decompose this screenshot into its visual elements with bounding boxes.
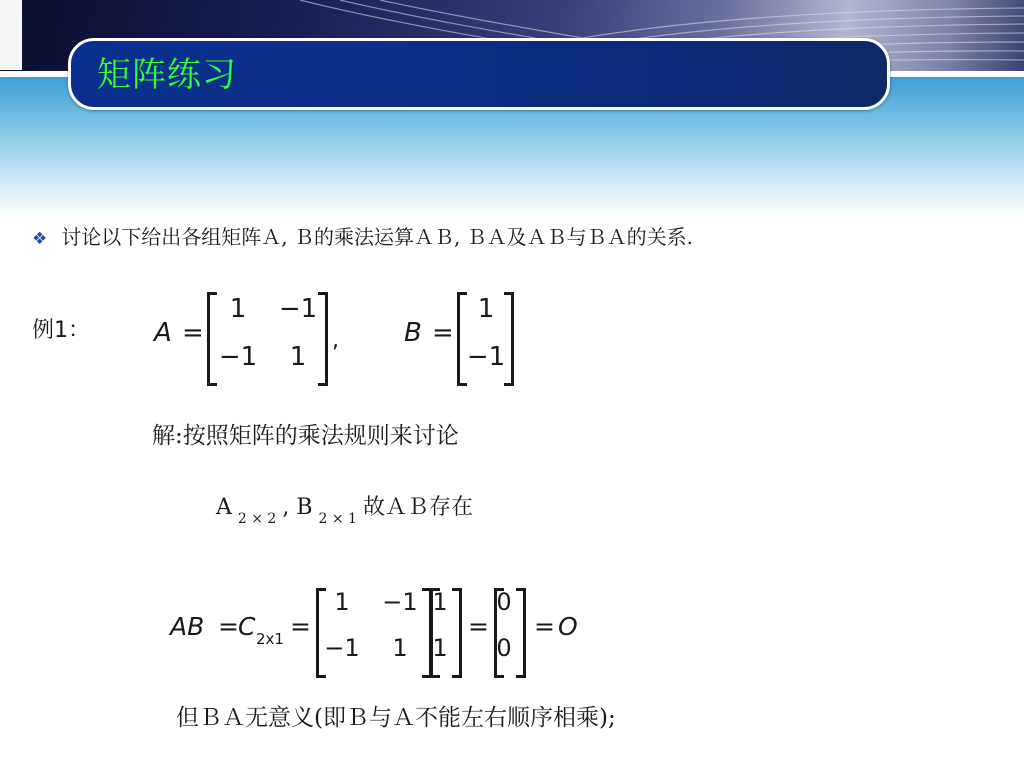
product-m2-right-bracket (452, 588, 462, 678)
dim-a: A (216, 495, 232, 520)
solution-text: 解:按照矩阵的乘法规则来讨论 (152, 423, 459, 449)
product-c-size: 2x1 (256, 630, 284, 648)
product-m1-cell: −1 (324, 634, 360, 662)
matrix-a-cell: 1 (289, 342, 307, 372)
product-c: C (238, 612, 256, 641)
dim-a-size: 2 × 2 (237, 511, 277, 527)
dim-b: B (296, 495, 313, 520)
matrix-a-cell: 1 (229, 294, 247, 324)
product-equals: = (218, 612, 239, 641)
problem-text: 讨论以下给出各组矩阵Ａ, Ｂ的乘法运算ＡＢ, ＢＡ及ＡＢ与ＢＡ的关系. (61, 225, 694, 249)
slide-title: 矩阵练习 (97, 55, 237, 95)
matrix-a-equals: = (182, 318, 204, 348)
product-equals: = (468, 612, 489, 641)
product-m3-right-bracket (516, 588, 526, 678)
matrix-b-right-bracket (504, 292, 514, 386)
matrix-b-cell: 1 (477, 294, 495, 324)
product-m1-cell: 1 (334, 588, 350, 616)
product-m3-cell: 0 (496, 634, 512, 662)
dim-conclusion: 故ＡＢ存在 (362, 495, 473, 520)
product-rhs: O (558, 612, 578, 641)
product-equals: = (534, 612, 555, 641)
product-equation (168, 584, 608, 680)
matrix-a-definition (150, 288, 350, 388)
product-lhs: AB (170, 612, 205, 641)
product-m1-cell: 1 (392, 634, 408, 662)
product-m2-cell: 1 (432, 634, 448, 662)
product-m1-cell: −1 (382, 588, 418, 616)
matrix-b-equals: = (432, 318, 454, 348)
product-m3-cell: 0 (496, 588, 512, 616)
matrix-a-comma: , (332, 328, 339, 353)
dim-separator: , (282, 495, 290, 520)
example-label: 例1： (32, 318, 90, 343)
matrix-b-definition (400, 288, 530, 388)
dimension-statement (216, 490, 473, 527)
matrix-a-right-bracket (318, 292, 328, 386)
title-banner (68, 38, 890, 110)
dim-b-size: 2 × 1 (318, 511, 357, 527)
product-m2-cell: 1 (432, 588, 448, 616)
header-white-corner (0, 0, 22, 70)
matrix-b-cell: −1 (466, 342, 506, 372)
diamond-bullet-icon: ❖ (32, 229, 48, 249)
problem-statement (32, 222, 693, 254)
matrix-a-cell: −1 (278, 294, 318, 324)
matrix-a-cell: −1 (218, 342, 258, 372)
product-equals: = (290, 612, 311, 641)
ba-conclusion: 但ＢＡ无意义(即Ｂ与Ａ不能左右顺序相乘); (176, 705, 616, 731)
matrix-b-name: B (404, 318, 422, 348)
matrix-a-name: A (154, 318, 172, 348)
